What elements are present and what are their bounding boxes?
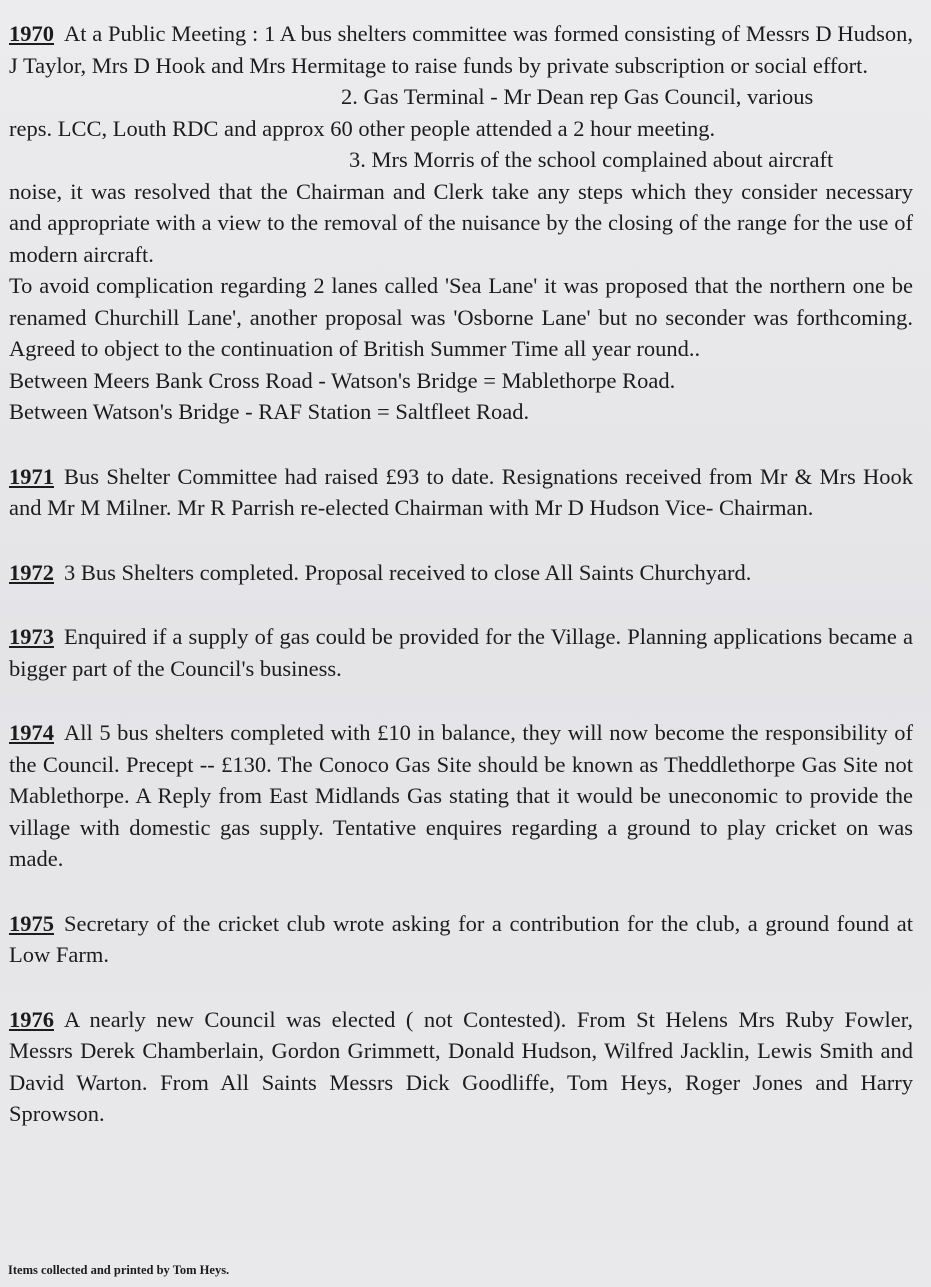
entry-1970-item3-lead: 3. Mrs Morris of the school complained about aircraft bbox=[349, 147, 834, 172]
entry-1970-item3 bbox=[9, 144, 913, 270]
year-1971: 1971 bbox=[9, 463, 54, 489]
entry-1970-road2: Between Watson's Bridge - RAF Station = Saltfleet Road. bbox=[9, 399, 530, 424]
entry-1976-text: A nearly new Council was elected ( not Contested). From St Helens Mrs Ruby Fowler, Messrs Derek Chamberlain, Gordon Grimmett, Donald Hudson, Wilfred Jacklin, Lewis Smith and David Warton. From All Saints Messrs Dick Goodliffe, Tom Heys, Roger Jones and Harry Sprowson. bbox=[9, 1006, 913, 1126]
entry-1970-item2-rest: reps. LCC, Louth RDC and approx 60 other people attended a 2 hour meeting. bbox=[9, 115, 716, 141]
entry-1973 bbox=[9, 621, 913, 684]
year-1976: 1976 bbox=[9, 1006, 54, 1032]
year-1972: 1972 bbox=[9, 559, 54, 585]
entry-1970 bbox=[9, 18, 913, 428]
entry-1975-text: Secretary of the cricket club wrote asking for a contribution for the club, a ground found at Low Farm. bbox=[9, 910, 913, 967]
entry-1971 bbox=[9, 461, 913, 524]
entry-1970-item3-rest: noise, it was resolved that the Chairman and Clerk take any steps which they consider necessary and appropriate with a view to the removal of the nuisance by the closing of the range for the use of modern aircraft. bbox=[9, 178, 913, 267]
entry-1974-text: All 5 bus shelters completed with £10 in balance, they will now become the responsibility of the Council. Precept -- £130. The Conoco Gas Site should be known as Theddlethorpe Gas Site not Mablethorpe. A Reply from East Midlands Gas stating that it would be uneconomic to provide the village with domestic gas supply. Tentative enquires regarding a ground to play cricket on was made. bbox=[9, 720, 913, 871]
entry-1970-item2 bbox=[9, 81, 913, 144]
entry-1973-paragraph bbox=[9, 621, 913, 684]
entry-1970-road1: Between Meers Bank Cross Road - Watson's Bridge = Mablethorpe Road. bbox=[9, 367, 676, 393]
entry-1975-paragraph bbox=[9, 908, 913, 971]
year-1975: 1975 bbox=[9, 910, 54, 936]
entry-1976 bbox=[9, 1004, 913, 1130]
year-1970: 1970 bbox=[9, 21, 54, 46]
entry-1972 bbox=[9, 557, 913, 589]
entry-1971-text: Bus Shelter Committee had raised £93 to date. Resignations received from Mr & Mrs Hook and Mr M Milner. Mr R Parrish re-elected Chairman with Mr D Hudson Vice- Chairman. bbox=[9, 463, 913, 520]
entry-1972-paragraph bbox=[9, 557, 913, 589]
entry-1971-paragraph bbox=[9, 461, 913, 524]
entry-1970-item2-lead: 2. Gas Terminal - Mr Dean rep Gas Council, various bbox=[341, 84, 814, 109]
entry-1974 bbox=[9, 717, 913, 875]
entry-1970-lanes: To avoid complication regarding 2 lanes called 'Sea Lane' it was proposed that the northern one be renamed Churchill Lane', another proposal was 'Osborne Lane' but no seconder was forthcoming. Agreed to object to the continuation of British Summer Time all year round.. bbox=[9, 273, 913, 361]
entry-1976-paragraph bbox=[9, 1004, 913, 1130]
entry-1972-text: 3 Bus Shelters completed. Proposal received to close All Saints Churchyard. bbox=[64, 559, 752, 585]
footer-credit: Items collected and printed by Tom Heys. bbox=[8, 1263, 230, 1277]
year-1973: 1973 bbox=[9, 624, 54, 649]
entry-1970-intro: At a Public Meeting : 1 A bus shelters committee was formed consisting of Messrs D Hudson, J Taylor, Mrs D Hook and Mrs Hermitage to raise funds by private subscription or social effort. bbox=[9, 21, 913, 78]
entry-1975 bbox=[9, 908, 913, 971]
entry-1970-intro-paragraph bbox=[9, 18, 913, 81]
entry-1974-paragraph bbox=[9, 717, 913, 875]
entry-1973-text: Enquired if a supply of gas could be provided for the Village. Planning applications became a bigger part of the Council's business. bbox=[9, 624, 913, 681]
year-1974: 1974 bbox=[9, 720, 54, 745]
